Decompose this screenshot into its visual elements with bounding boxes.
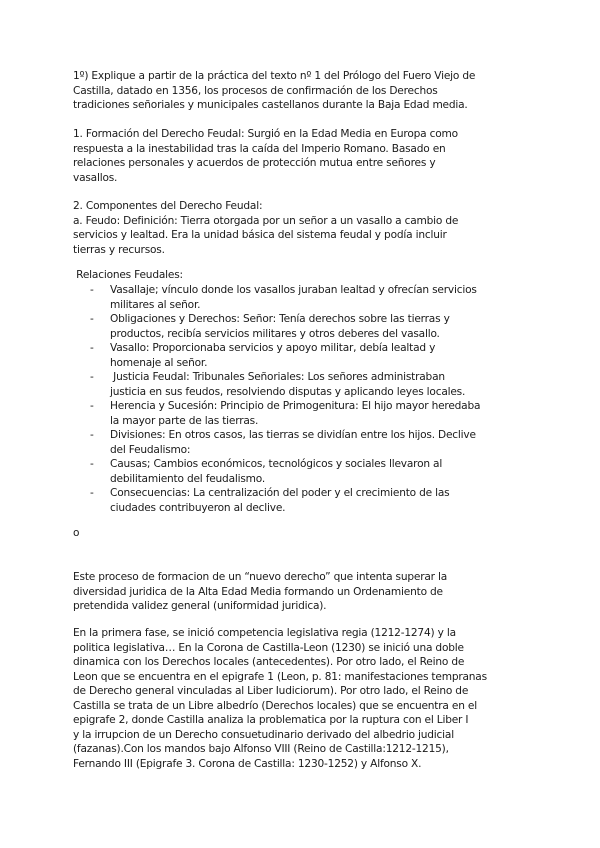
paragraph-line: politica legislativa… En la Corona de Castilla-Leon (1230) se inició una doble xyxy=(73,641,464,654)
list-item xyxy=(90,341,540,370)
list-item xyxy=(90,370,540,399)
list-item xyxy=(90,312,540,341)
paragraph-line: En la primera fase, se inició competencia legislativa regia (1212-1274) y la xyxy=(73,627,456,639)
question-line: Castilla, datado en 1356, los procesos de confirmación de los Derechos xyxy=(73,84,438,97)
list-item-line: Vasallaje; vínculo donde los vasallos juraban lealtad y ofrecían servicios xyxy=(110,284,477,296)
list-item-line: Obligaciones y Derechos: Señor: Tenía derechos sobre las tierras y xyxy=(110,313,450,325)
paragraph-line: de Derecho general vinculadas al Liber Iudiciorum). Por otro lado, el Reino de xyxy=(73,685,469,697)
list-item-line: homenaje al señor. xyxy=(110,356,208,369)
paragraph-line: Castilla se trata de un Libre albedrío (Derechos locales) que se encuentra en el xyxy=(73,699,477,712)
section-1-line: 1. Formación del Derecho Feudal: Surgió en la Edad Media en Europa como xyxy=(73,128,458,140)
list-dash: - xyxy=(90,284,94,296)
paragraph-line: dinamica con los Derechos locales (antecedentes). Por otro lado, el Reino de xyxy=(73,656,465,668)
list-item-line: Causas; Cambios económicos, tecnológicos y sociales llevaron al xyxy=(110,458,443,470)
paragraph-line: Fernando III (Epigrafe 3. Corona de Castilla: 1230-1252) y Alfonso X. xyxy=(73,757,422,770)
list-item xyxy=(90,486,540,515)
list-item xyxy=(90,399,540,428)
list-item-line: ciudades contribuyeron al declive. xyxy=(110,501,286,514)
section-1-line: relaciones personales y acuerdos de protección mutua entre señores y xyxy=(73,157,436,169)
list-item-line: Justicia Feudal: Tribunales Señoriales: Los señores administraban xyxy=(110,371,445,383)
list-item-line: Divisiones: En otros casos, las tierras se dividían entre los hijos. Declive xyxy=(110,429,476,441)
relaciones-heading: Relaciones Feudales: xyxy=(73,269,183,281)
question-line: 1º) Explique a partir de la práctica del texto nº 1 del Prólogo del Fuero Viejo de xyxy=(73,70,476,82)
list-dash: - xyxy=(90,371,94,383)
list-item xyxy=(90,283,540,312)
stray-mark: o xyxy=(73,527,80,539)
section-2-heading: 2. Componentes del Derecho Feudal: xyxy=(73,200,263,212)
list-item-line: justicia en sus feudos, resolviendo disputas y aplicando leyes locales. xyxy=(110,385,466,398)
list-item-line: la mayor parte de las tierras. xyxy=(110,414,259,427)
list-dash: - xyxy=(90,313,94,325)
paragraph-primera-fase xyxy=(73,626,533,771)
question-paragraph xyxy=(73,69,533,113)
list-dash: - xyxy=(90,400,94,412)
list-item-line: Vasallo: Proporcionaba servicios y apoyo militar, debía lealtad y xyxy=(110,342,436,354)
paragraph-line: pretendida validez general (uniformidad juridica). xyxy=(73,600,327,612)
list-dash: - xyxy=(90,487,94,499)
paragraph-line: y la irrupcion de un Derecho consuetudinario derivado del albedrio judicial xyxy=(73,728,454,741)
list-dash: - xyxy=(90,458,94,470)
section-1-line: respuesta a la inestabilidad tras la caída del Imperio Romano. Basado en xyxy=(73,142,446,155)
paragraph-line: diversidad juridica de la Alta Edad Media formando un Ordenamiento de xyxy=(73,585,443,598)
paragraph-line: Leon que se encuentra en el epigrafe 1 (Leon, p. 81: manifestaciones tempranas xyxy=(73,670,487,683)
list-dash: - xyxy=(90,342,94,354)
paragraph-line: Este proceso de formacion de un “nuevo derecho” que intenta superar la xyxy=(73,571,448,583)
list-item-line: productos, recibía servicios militares y otros deberes del vasallo. xyxy=(110,327,440,340)
section-1-paragraph xyxy=(73,127,533,185)
section-1-line: vasallos. xyxy=(73,171,118,184)
section-2-paragraph xyxy=(73,199,533,257)
list-item-line: Consecuencias: La centralización del poder y el crecimiento de las xyxy=(110,487,450,499)
section-2-line: servicios y lealtad. Era la unidad básica del sistema feudal y podía incluir xyxy=(73,229,447,241)
question-line: tradiciones señoriales y municipales castellanos durante la Baja Edad media. xyxy=(73,99,468,111)
list-item xyxy=(90,428,540,457)
relaciones-list xyxy=(90,283,540,515)
list-item-line: Herencia y Sucesión: Principio de Primogenitura: El hijo mayor heredaba xyxy=(110,400,481,412)
list-item-line: debilitamiento del feudalismo. xyxy=(110,472,266,485)
paragraph-line: epigrafe 2, donde Castilla analiza la problematica por la ruptura con el Liber I xyxy=(73,714,469,726)
section-2-line: a. Feudo: Definición: Tierra otorgada por un señor a un vasallo a cambio de xyxy=(73,214,459,227)
paragraph-nuevo-derecho xyxy=(73,570,533,614)
list-item xyxy=(90,457,540,486)
paragraph-line: (fazanas).Con los mandos bajo Alfonso VIII (Reino de Castilla:1212-1215), xyxy=(73,743,449,755)
list-item-line: militares al señor. xyxy=(110,298,201,311)
section-2-line: tierras y recursos. xyxy=(73,243,165,256)
list-item-line: del Feudalismo: xyxy=(110,443,191,456)
list-dash: - xyxy=(90,429,94,441)
